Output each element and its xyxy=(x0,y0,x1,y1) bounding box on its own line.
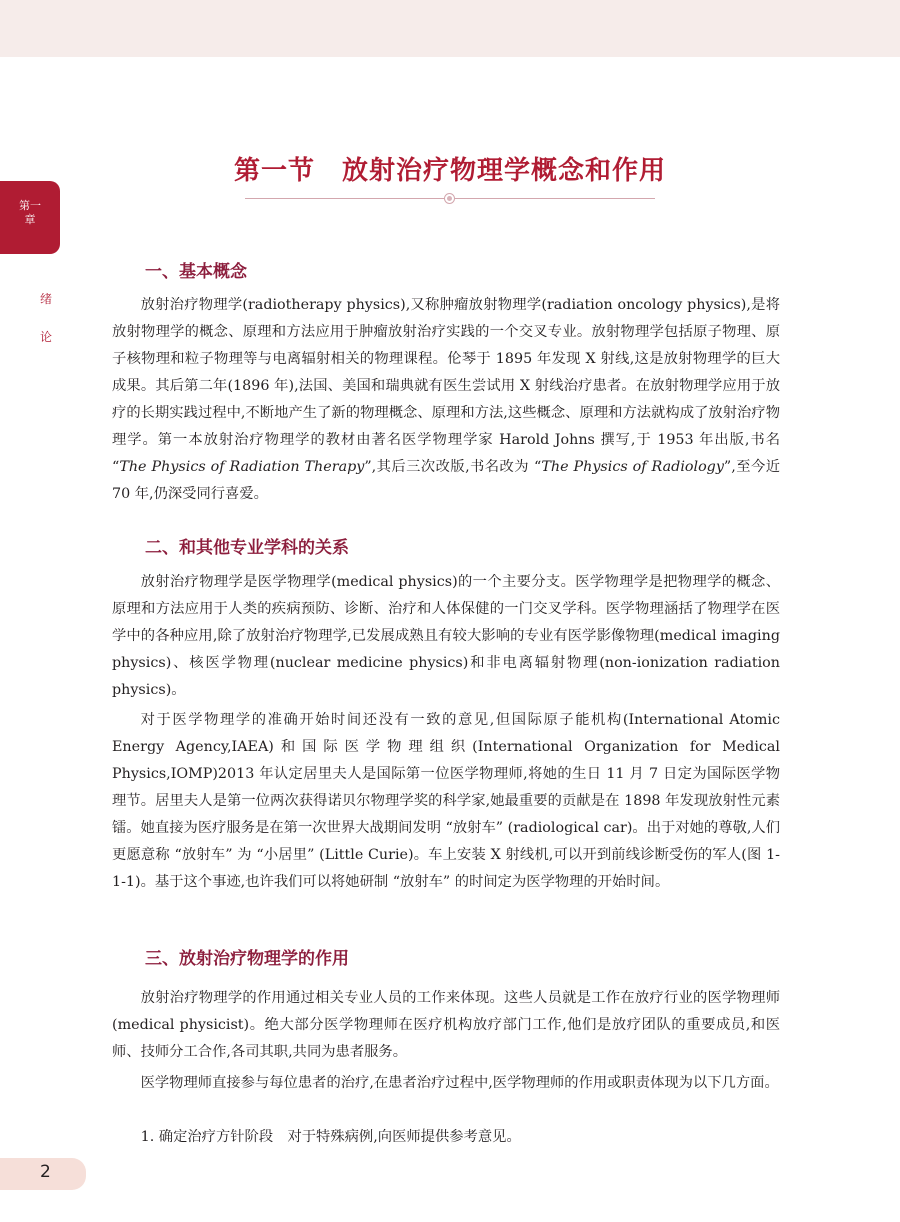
section-title: 第一节 放射治疗物理学概念和作用 xyxy=(233,156,666,186)
heading-role: 三、放射治疗物理学的作用 xyxy=(145,949,349,969)
text-run: 放射治疗物理学(radiotherapy physics),又称肿瘤放射物理学(radiation oncology physics),是将放射物理学的概念、原理和方法应用于肿瘤放射治疗实践的一个交叉专业。放射物理学包括原子物理、原子核物理和粒子物理等与电离辐射相关的物理课程。伦琴于 1895 年发现 X 射线,这是放射物理学的巨大成果。其后第二年(1896 年),法国、美国和瑞典就有医生尝试用 X 射线治疗患者。在放射物理学应用于放疗的长期实践过程中,不断地产生了新的物理概念、原理和方法,这些概念、原理和方法就构成了放射治疗物理学。第一本放射治疗物理学的教材由著名医学物理学家 Harold Johns 撰写,于 1953 年出版,书名 “ xyxy=(112,297,780,475)
text-run: ”,其后三次改版,书名改为 “ xyxy=(364,459,542,475)
chapter-tab-line-2: 章 xyxy=(24,213,36,226)
paragraph-related-disciplines-1: 放射治疗物理学是医学物理学(medical physics)的一个主要分支。医学物理学是把物理学的概念、原理和方法应用于人类的疾病预防、诊断、治疗和人体保健的一门交叉学科。医学物理涵括了物理学在医学中的各种应用,除了放射治疗物理学,已发展成熟且有较大影响的专业有医学影像物理(medical imaging physics)、核医学物理(nuclear medicine physics)和非电离辐射物理(non-ionization radiation physics)。 xyxy=(112,574,780,698)
heading-basic-concepts: 一、基本概念 xyxy=(145,262,247,282)
page-number: 2 xyxy=(40,1162,51,1182)
chapter-name-char-1: 绪 xyxy=(40,292,53,306)
paragraph-role-1: 放射治疗物理学的作用通过相关专业人员的工作来体现。这些人员就是工作在放疗行业的医学物理师(medical physicist)。绝大部分医学物理师在医疗机构放疗部门工作,他们是放疗团队的重要成员,和医师、技师分工合作,各司其职,共同为患者服务。 xyxy=(112,990,780,1060)
chapter-tab-line-1: 第一 xyxy=(19,199,41,212)
paragraph-role-3: 1. 确定治疗方针阶段 对于特殊病例,向医师提供参考意见。 xyxy=(140,1129,521,1145)
paragraph-related-disciplines-2: 对于医学物理学的准确开始时间还没有一致的意见,但国际原子能机构(International Atomic Energy Agency,IAEA)和国际医学物理组织(International Organization for Medical Physics,IOMP)2013 年认定居里夫人是国际第一位医学物理师,将她的生日 11 月 7 日定为国际医学物理节。居里夫人是第一位两次获得诺贝尔物理学奖的科学家,她最重要的贡献是在 1898 年发现放射性元素镭。她直接为医疗服务是在第一次世界大战期间发明 “放射车” (radiological car)。出于对她的尊敬,人们更愿意称 “放射车” 为 “小居里” (Little Curie)。车上安装 X 射线机,可以开到前线诊断受伤的军人(图 1-1-1)。基于这个事迹,也许我们可以将她研制 “放射车” 的时间定为医学物理的开始时间。 xyxy=(112,712,780,890)
top-header-band xyxy=(0,0,900,57)
chapter-tab xyxy=(0,181,60,254)
book-title: The Physics of Radiation Therapy xyxy=(119,459,365,475)
title-divider-ornament xyxy=(444,193,455,204)
book-title: The Physics of Radiology xyxy=(541,459,724,475)
chapter-name-char-2: 论 xyxy=(40,330,53,344)
text-run: ”,至今近 70 年,仍深受同行喜爱。 xyxy=(112,459,780,502)
chapter-name xyxy=(40,280,56,356)
heading-related-disciplines: 二、和其他专业学科的关系 xyxy=(145,538,349,558)
paragraph-basic-concepts xyxy=(112,292,780,508)
paragraph-role-2: 医学物理师直接参与每位患者的治疗,在患者治疗过程中,医学物理师的作用或职责体现为以下几方面。 xyxy=(140,1075,779,1091)
